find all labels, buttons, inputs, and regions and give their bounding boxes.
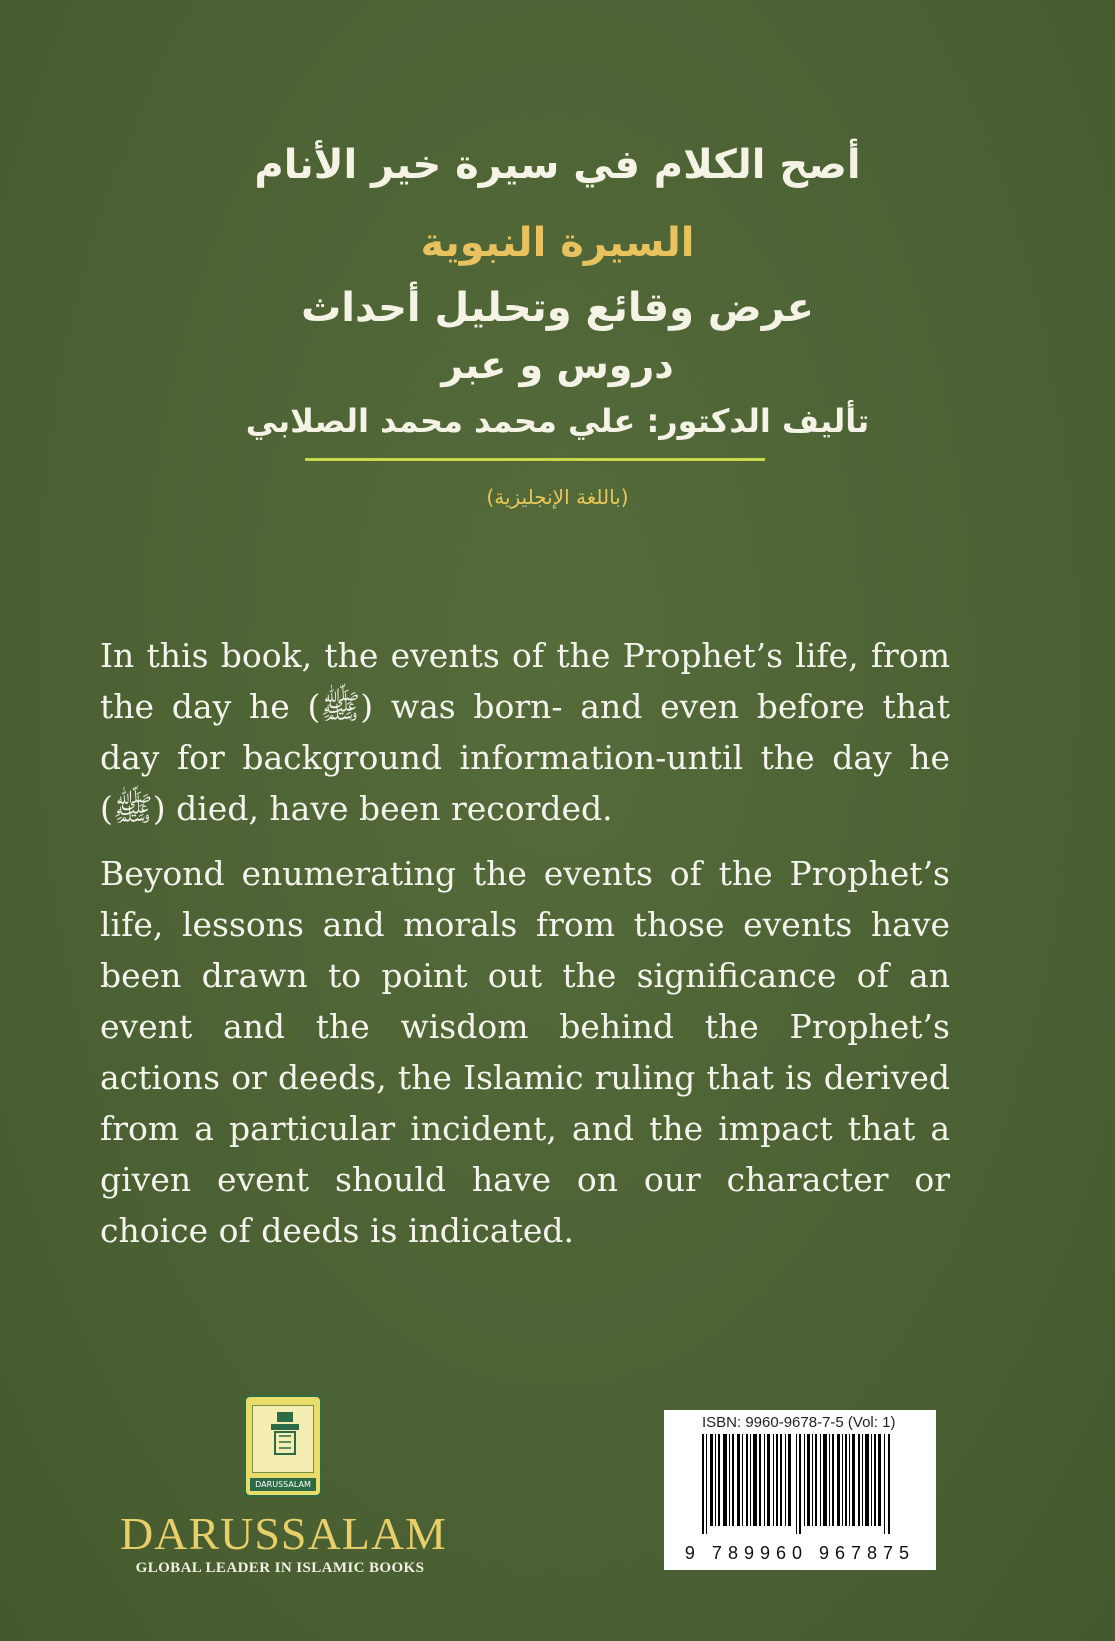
arabic-title-line-2: السيرة النبوية bbox=[420, 220, 695, 266]
publisher-logo-label: DARUSSALAM bbox=[250, 1478, 316, 1491]
publisher-tagline: GLOBAL LEADER IN ISLAMIC BOOKS bbox=[135, 1560, 425, 1576]
book-emblem-icon bbox=[253, 1406, 317, 1476]
arabic-author: تأليف الدكتور: علي محمد محمد الصلابي bbox=[245, 402, 870, 440]
arabic-title-line-3: عرض وقائع وتحليل أحداث bbox=[301, 285, 814, 331]
arabic-language-note: (باللغة الإنجليزية) bbox=[486, 485, 629, 509]
isbn-text: ISBN: 9960-9678-7-5 (Vol: 1) bbox=[702, 1414, 896, 1431]
arabic-title-line-1: أصح الكلام في سيرة خير الأنام bbox=[254, 142, 861, 188]
description-paragraph-2: Beyond enumerating the events of the Prophet’s life, lessons and morals from those events have been drawn to point out the significance of an event and the wisdom behind the Prophet’s actions or deeds, the Islamic ruling that is derived from a particular incident, and the impact that a given event should have on our character or choice of deeds is indicated. bbox=[100, 854, 950, 1250]
barcode-digits: 9 789960 967875 bbox=[684, 1543, 916, 1563]
description-paragraph-1: In this book, the events of the Prophet’s life, from the day he (ﷺ) was born- and even before that day for background information-until the day he (ﷺ) died, have been recorded. bbox=[100, 636, 950, 828]
arabic-title-line-4: دروس و عبر bbox=[441, 343, 674, 387]
publisher-logo bbox=[244, 1395, 322, 1497]
isbn-barcode-block bbox=[664, 1410, 936, 1570]
barcode-icon bbox=[700, 1434, 900, 1534]
publisher-logo-mark bbox=[252, 1405, 314, 1473]
publisher-name: DARUSSALAM bbox=[120, 1508, 447, 1559]
divider-line bbox=[305, 458, 765, 461]
